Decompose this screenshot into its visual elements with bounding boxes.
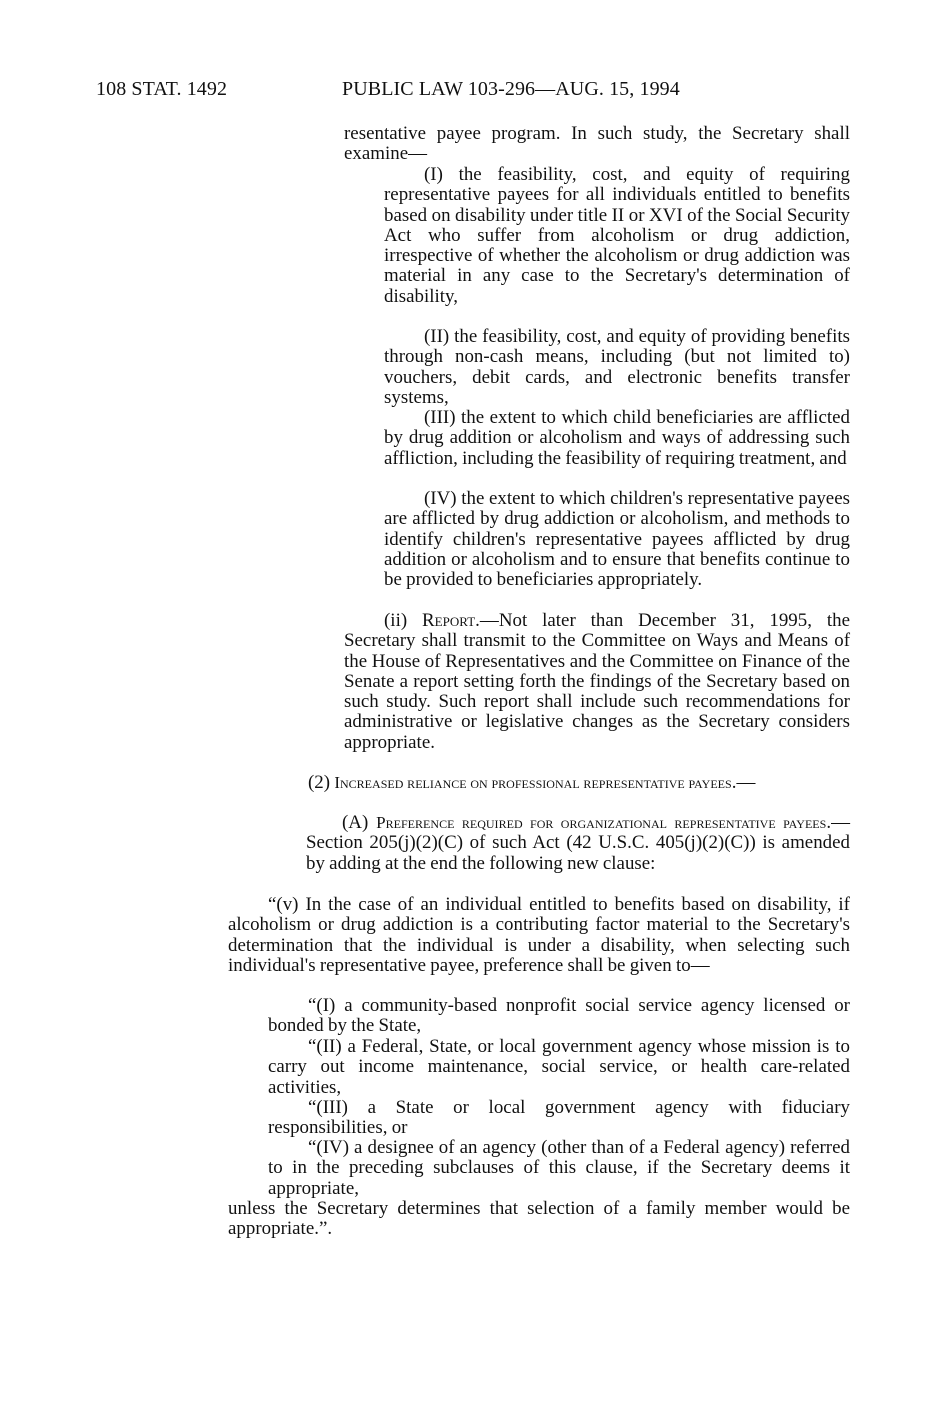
subclause-ii: (II) the feasibility, cost, and equity of providing benefits through non-cash means, including (but not limited to) vouchers, debit cards, and electronic benefits transfer systems, — [384, 326, 850, 408]
paragraph-2-dash: .— — [731, 772, 756, 793]
subclause-iii: (III) the extent to which child beneficiaries are afflicted by drug addition or alcoholism and ways of addressing such affliction, including the feasibility of requiring treatment, and — [384, 407, 850, 469]
new-subclause-ii: “(II) a Federal, State, or local government agency whose mission is to carry out income maintenance, social service, or health care-related activities, — [268, 1036, 850, 1098]
clause-ii-text: .—Not later than December 31, 1995, the Secretary shall transmit to the Committee on Ways and Means of the House of Representatives and the Committee on Finance of the Senate a report setting forth the findings of the Secretary based on such study. Such report shall include such recommendations for administrative or legislative changes as the Secretary considers appropriate. — [344, 610, 850, 753]
paragraph-continuation: resentative payee program. In such study, the Secretary shall examine— — [344, 123, 850, 165]
new-subclause-iv: “(IV) a designee of an agency (other than of a Federal agency) referred to in the preceding subclauses of this clause, if the Secretary deems it appropriate, — [268, 1137, 850, 1199]
subparagraph-a — [306, 813, 850, 874]
closing-text: unless the Secretary determines that selection of a family member would be appropriate.”. — [228, 1198, 850, 1240]
new-clause-v: “(v) In the case of an individual entitled to benefits based on disability, if alcoholism or drug addiction is a contributing factor material to the Secretary's determination that the individual is under a disability, when selecting such individual's representative payee, preference shall be given to— — [228, 894, 850, 976]
paragraph-2-heading — [268, 773, 850, 793]
paragraph-2-title: Increased reliance on professional representative payees — [334, 773, 732, 792]
new-subclause-i: “(I) a community-based nonprofit social service agency licensed or bonded by the State, — [268, 995, 850, 1037]
subparagraph-a-lead: (A) — [342, 812, 377, 833]
statute-page-number: 108 STAT. 1492 — [96, 78, 228, 100]
new-subclause-iii: “(III) a State or local government agency with fiduciary responsibilities, or — [268, 1097, 850, 1139]
subparagraph-a-heading: Preference required for organizational representative payees — [376, 813, 827, 832]
clause-ii-heading: Report — [422, 610, 476, 631]
clause-ii-lead: (ii) — [384, 610, 423, 631]
paragraph-2-lead: (2) — [308, 772, 335, 793]
law-title: PUBLIC LAW 103-296—AUG. 15, 1994 — [342, 78, 680, 100]
subparagraph-a-text: .—Section 205(j)(2)(C) of such Act (42 U.S.C. 405(j)(2)(C)) is amended by adding at the end the following new clause: — [306, 812, 850, 874]
subclause-iv: (IV) the extent to which children's representative payees are afflicted by drug addiction or alcoholism, and methods to identify children's representative payees afflicted by drug addition or alcoholism and to ensure that benefits continue to be provided to beneficiaries appropriately. — [384, 488, 850, 591]
running-header — [96, 76, 856, 106]
subclause-i: (I) the feasibility, cost, and equity of requiring representative payees for all individuals entitled to benefits based on disability under title II or XVI of the Social Security Act who suffer from alcoholism or drug addiction, irrespective of whether the alcoholism or drug addiction was material in any case to the Secretary's determination of disability, — [384, 164, 850, 307]
clause-ii-report — [344, 611, 850, 753]
